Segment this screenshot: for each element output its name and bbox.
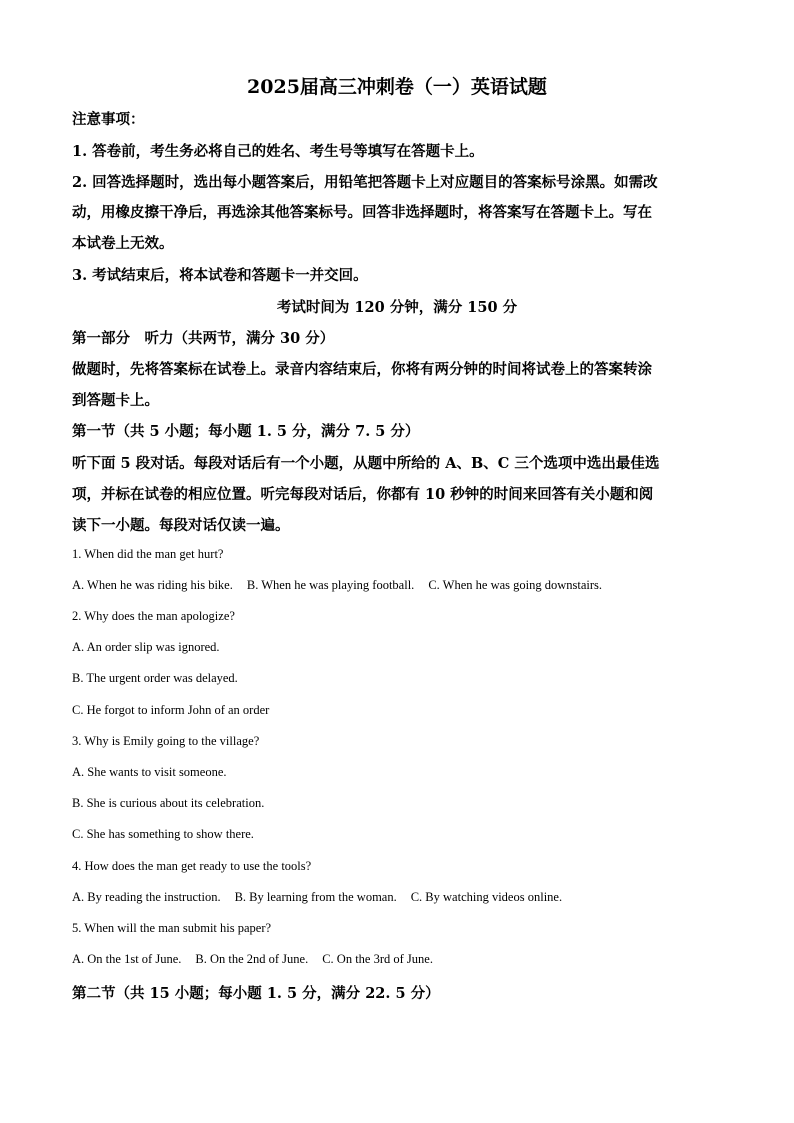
question-4-option-c: C. By watching videos online. — [410, 890, 563, 904]
question-4-stem: 4. How does the man get ready to use the tools? — [72, 859, 312, 873]
part1-instruction-2: 到答题卡上。 — [72, 392, 159, 409]
question-4-option-b: B. By learning from the woman. — [234, 890, 397, 904]
question-1-option-c: C. When he was going downstairs. — [428, 578, 603, 592]
question-4-options — [72, 890, 576, 905]
section1-instruction-3: 读下一小题。每段对话仅读一遍。 — [72, 517, 290, 534]
notice-item-2-cont: 动，用橡皮擦干净后，再选涂其他答案标号。回答非选择题时，将答案写在答题卡上。写在 — [72, 204, 652, 221]
question-2-option-c: C. He forgot to inform John of an order — [72, 703, 270, 717]
question-1-option-b: B. When he was playing football. — [246, 578, 415, 592]
question-5-stem: 5. When will the man submit his paper? — [72, 921, 272, 935]
section2-heading: 第二节（共 15 小题；每小题 1. 5 分，满分 22. 5 分） — [72, 985, 440, 1002]
notice-item-2-end: 本试卷上无效。 — [72, 235, 174, 252]
question-5-option-c: C. On the 3rd of June. — [322, 952, 433, 966]
question-5-options — [72, 952, 447, 967]
section1-heading: 第一节（共 5 小题；每小题 1. 5 分，满分 7. 5 分） — [72, 423, 420, 440]
exam-info: 考试时间为 120 分钟，满分 150 分 — [276, 299, 518, 316]
question-2-option-b: B. The urgent order was delayed. — [72, 671, 238, 685]
part1-heading: 第一部分 听力（共两节，满分 30 分） — [72, 330, 335, 347]
question-5-option-a: A. On the 1st of June. — [72, 952, 182, 966]
question-1-option-a: A. When he was riding his bike. — [72, 578, 233, 592]
part1-instruction-1: 做题时，先将答案标在试卷上。录音内容结束后，你将有两分钟的时间将试卷上的答案转涂 — [72, 361, 652, 378]
notice-heading: 注意事项： — [72, 111, 145, 128]
section1-instruction-1: 听下面 5 段对话。每段对话后有一个小题，从题中所给的 A、B、C 三个选项中选出最佳选 — [72, 455, 660, 472]
question-4-option-a: A. By reading the instruction. — [72, 890, 221, 904]
notice-item-2: 2. 回答选择题时，选出每小题答案后，用铅笔把答题卡上对应题目的答案标号涂黑。如需改 — [72, 174, 658, 191]
notice-item-3: 3. 考试结束后，将本试卷和答题卡一并交回。 — [72, 267, 368, 284]
question-1-options — [72, 578, 616, 593]
question-1-stem: 1. When did the man get hurt? — [72, 547, 224, 561]
section1-instruction-2: 项，并标在试卷的相应位置。听完每段对话后，你都有 10 秒钟的时间来回答有关小题和阅 — [72, 486, 654, 503]
page-title: 2025届高三冲刺卷（一）英语试题 — [247, 76, 547, 98]
question-3-option-a: A. She wants to visit someone. — [72, 765, 227, 779]
question-3-option-c: C. She has something to show there. — [72, 827, 254, 841]
question-2-stem: 2. Why does the man apologize? — [72, 609, 235, 623]
question-3-stem: 3. Why is Emily going to the village? — [72, 734, 260, 748]
question-3-option-b: B. She is curious about its celebration. — [72, 796, 265, 810]
notice-item-1: 1. 答卷前，考生务必将自己的姓名、考生号等填写在答题卡上。 — [72, 143, 484, 160]
question-2-option-a: A. An order slip was ignored. — [72, 640, 220, 654]
question-5-option-b: B. On the 2nd of June. — [195, 952, 309, 966]
